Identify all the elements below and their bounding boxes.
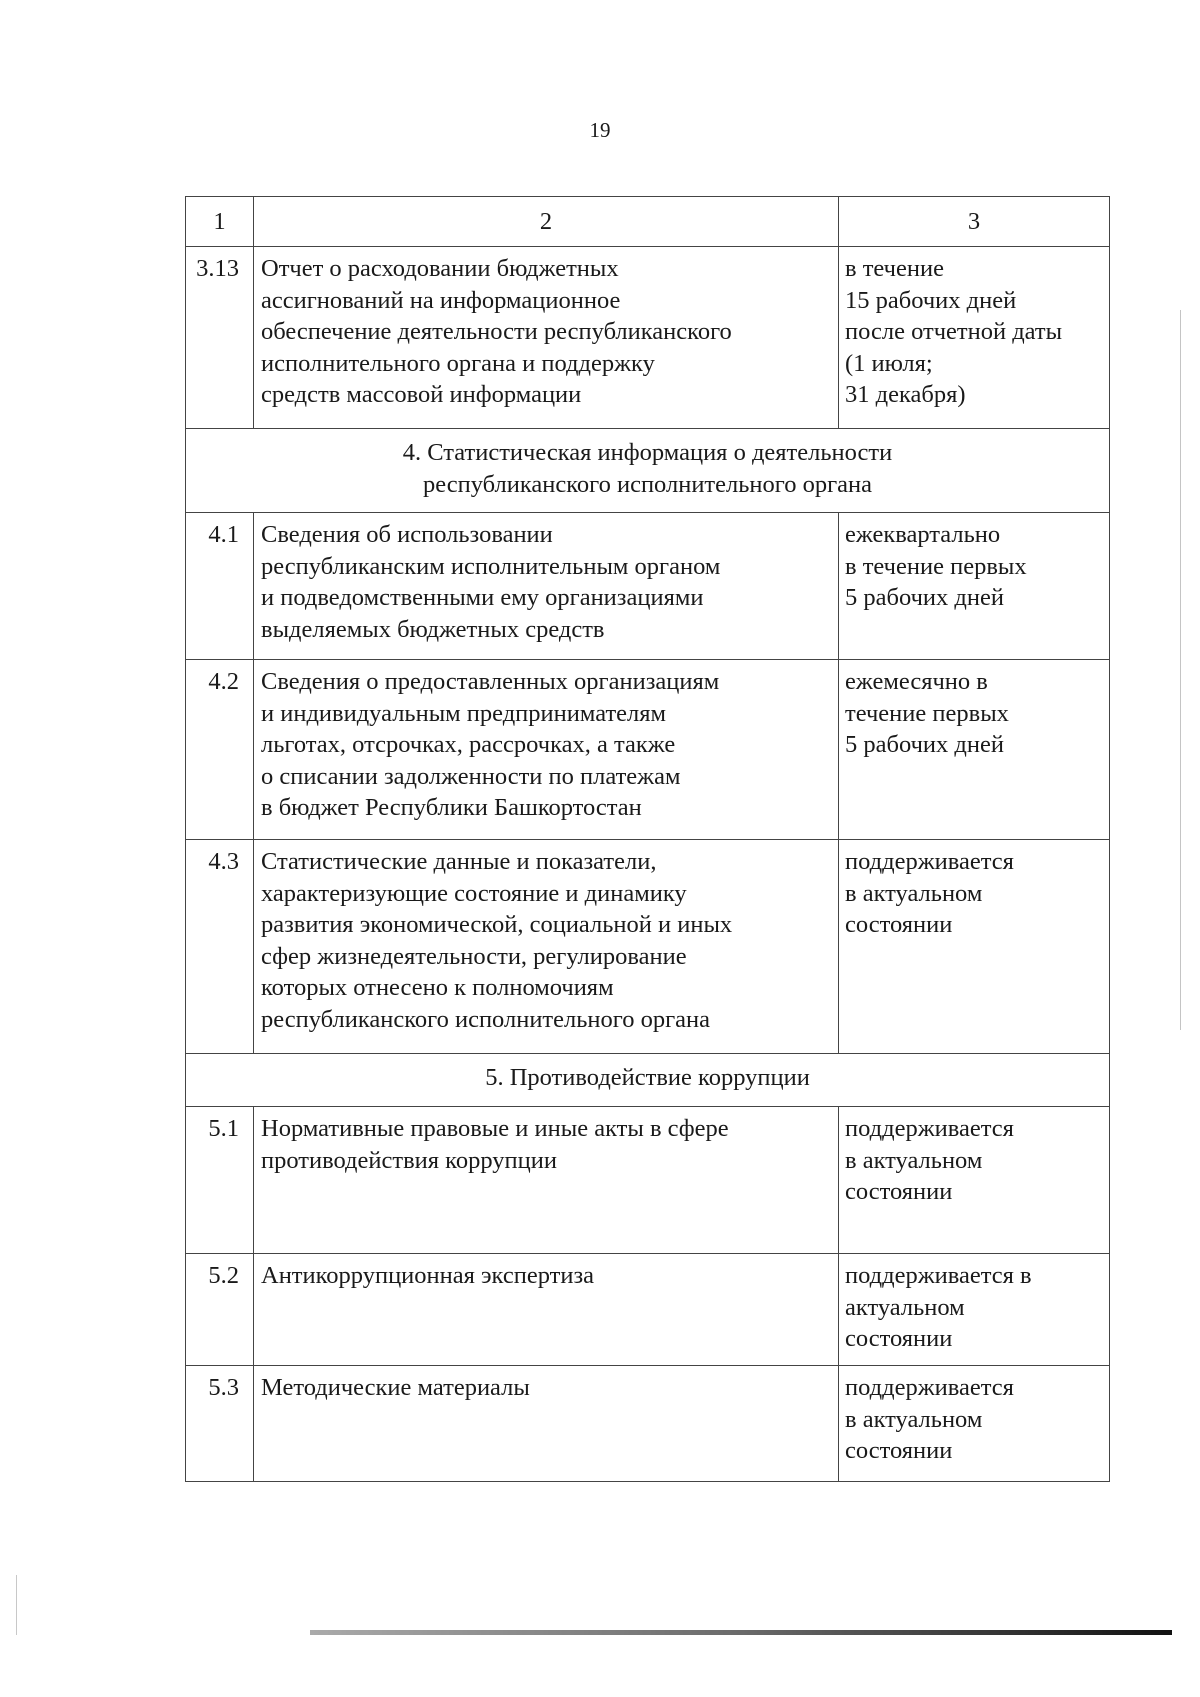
- term-line: после отчетной даты: [845, 318, 1063, 345]
- row-term: [839, 513, 1110, 660]
- section-title-4: [186, 429, 1110, 513]
- table-row: [186, 840, 1110, 1054]
- row-number: 5.3: [186, 1366, 254, 1482]
- table-row: [186, 513, 1110, 660]
- term-line: в течение первых: [845, 552, 1027, 580]
- column-header-2: 2: [254, 197, 839, 247]
- table-row: [186, 1254, 1110, 1366]
- description-line: характеризующие состояние и динамику: [261, 879, 687, 907]
- row-number: 4.3: [186, 840, 254, 1054]
- term-line: состоянии: [845, 1178, 953, 1205]
- description-line: о списании задолженности по платежам: [261, 762, 681, 790]
- description-line: противодействия коррупции: [261, 1146, 557, 1174]
- term-line: 31 декабря): [845, 381, 966, 408]
- row-description: [254, 840, 839, 1054]
- table-row: [186, 247, 1110, 429]
- scan-edge-line: [1180, 310, 1181, 1030]
- row-description: [254, 1107, 839, 1254]
- section-title-line: 4. Статистическая информация о деятельности: [402, 439, 893, 466]
- page-number: 19: [589, 118, 611, 142]
- description-line: обеспечение деятельности республиканского: [261, 318, 732, 345]
- section-title-line: республиканского исполнительного органа: [423, 470, 872, 498]
- term-line: состоянии: [845, 1437, 953, 1464]
- term-line: состоянии: [845, 911, 953, 938]
- row-term: [839, 247, 1110, 429]
- row-term: [839, 660, 1110, 840]
- row-description: [254, 660, 839, 840]
- description-line: ассигнований на информационное: [261, 286, 621, 314]
- description-line: Сведения о предоставленных организациям: [261, 668, 720, 695]
- description-line: республиканским исполнительным органом: [261, 552, 721, 580]
- description-line: и индивидуальным предпринимателям: [261, 699, 667, 727]
- row-number: 4.1: [186, 513, 254, 660]
- scan-edge-line: [16, 1575, 17, 1635]
- description-line: сфер жизнедеятельности, регулирование: [261, 942, 687, 970]
- description-line: исполнительного органа и поддержку: [261, 349, 655, 377]
- term-line: ежеквартально: [845, 521, 1001, 548]
- description-line: Нормативные правовые и иные акты в сфере: [261, 1115, 729, 1142]
- table-row: [186, 1107, 1110, 1254]
- row-term: [839, 1254, 1110, 1366]
- description-line: льготах, отсрочках, рассрочках, а также: [261, 731, 676, 758]
- description-line: Сведения об использовании: [261, 521, 553, 548]
- description-line: Методические материалы: [261, 1374, 530, 1401]
- description-line: которых отнесено к полномочиям: [261, 974, 614, 1001]
- table-row: [186, 660, 1110, 840]
- scan-bottom-line: [310, 1630, 1172, 1635]
- term-line: в актуальном: [845, 1405, 983, 1433]
- row-term: [839, 840, 1110, 1054]
- table-row: [186, 1366, 1110, 1482]
- term-line: поддерживается: [845, 1374, 1014, 1401]
- term-line: поддерживается: [845, 848, 1014, 875]
- term-line: 15 рабочих дней: [845, 286, 1017, 314]
- row-description: [254, 1254, 839, 1366]
- row-description: [254, 247, 839, 429]
- term-line: в актуальном: [845, 1146, 983, 1174]
- term-line: поддерживается: [845, 1115, 1014, 1142]
- section-title-5: [186, 1054, 1110, 1107]
- section-row: [186, 429, 1110, 513]
- description-line: развития экономической, социальной и иных: [261, 911, 733, 938]
- information-table: [185, 196, 1110, 1482]
- row-number: 5.1: [186, 1107, 254, 1254]
- description-line: средств массовой информации: [261, 381, 582, 408]
- table-header-row: [186, 197, 1110, 247]
- row-description: [254, 513, 839, 660]
- row-term: [839, 1366, 1110, 1482]
- row-number: 4.2: [186, 660, 254, 840]
- description-line: республиканского исполнительного органа: [261, 1005, 710, 1033]
- term-line: 5 рабочих дней: [845, 731, 1004, 758]
- section-title-line: 5. Противодействие коррупции: [485, 1064, 810, 1091]
- row-number: 5.2: [186, 1254, 254, 1366]
- term-line: (1 июля;: [845, 349, 933, 377]
- term-line: в течение: [845, 255, 944, 282]
- term-line: ежемесячно в: [845, 668, 988, 695]
- description-line: в бюджет Республики Башкортостан: [261, 794, 642, 821]
- description-line: Антикоррупционная экспертиза: [261, 1262, 594, 1289]
- column-header-1: 1: [186, 197, 254, 247]
- term-line: течение первых: [845, 699, 1009, 727]
- row-description: [254, 1366, 839, 1482]
- row-term: [839, 1107, 1110, 1254]
- term-line: актуальном: [845, 1293, 965, 1321]
- column-header-3: 3: [839, 197, 1110, 247]
- row-number: 3.13: [186, 247, 254, 429]
- description-line: выделяемых бюджетных средств: [261, 615, 605, 643]
- term-line: поддерживается в: [845, 1262, 1032, 1289]
- term-line: 5 рабочих дней: [845, 584, 1004, 611]
- term-line: в актуальном: [845, 879, 983, 907]
- description-line: Отчет о расходовании бюджетных: [261, 255, 619, 282]
- term-line: состоянии: [845, 1325, 953, 1352]
- description-line: Статистические данные и показатели,: [261, 848, 657, 875]
- description-line: и подведомственными ему организациями: [261, 584, 704, 611]
- section-row: [186, 1054, 1110, 1107]
